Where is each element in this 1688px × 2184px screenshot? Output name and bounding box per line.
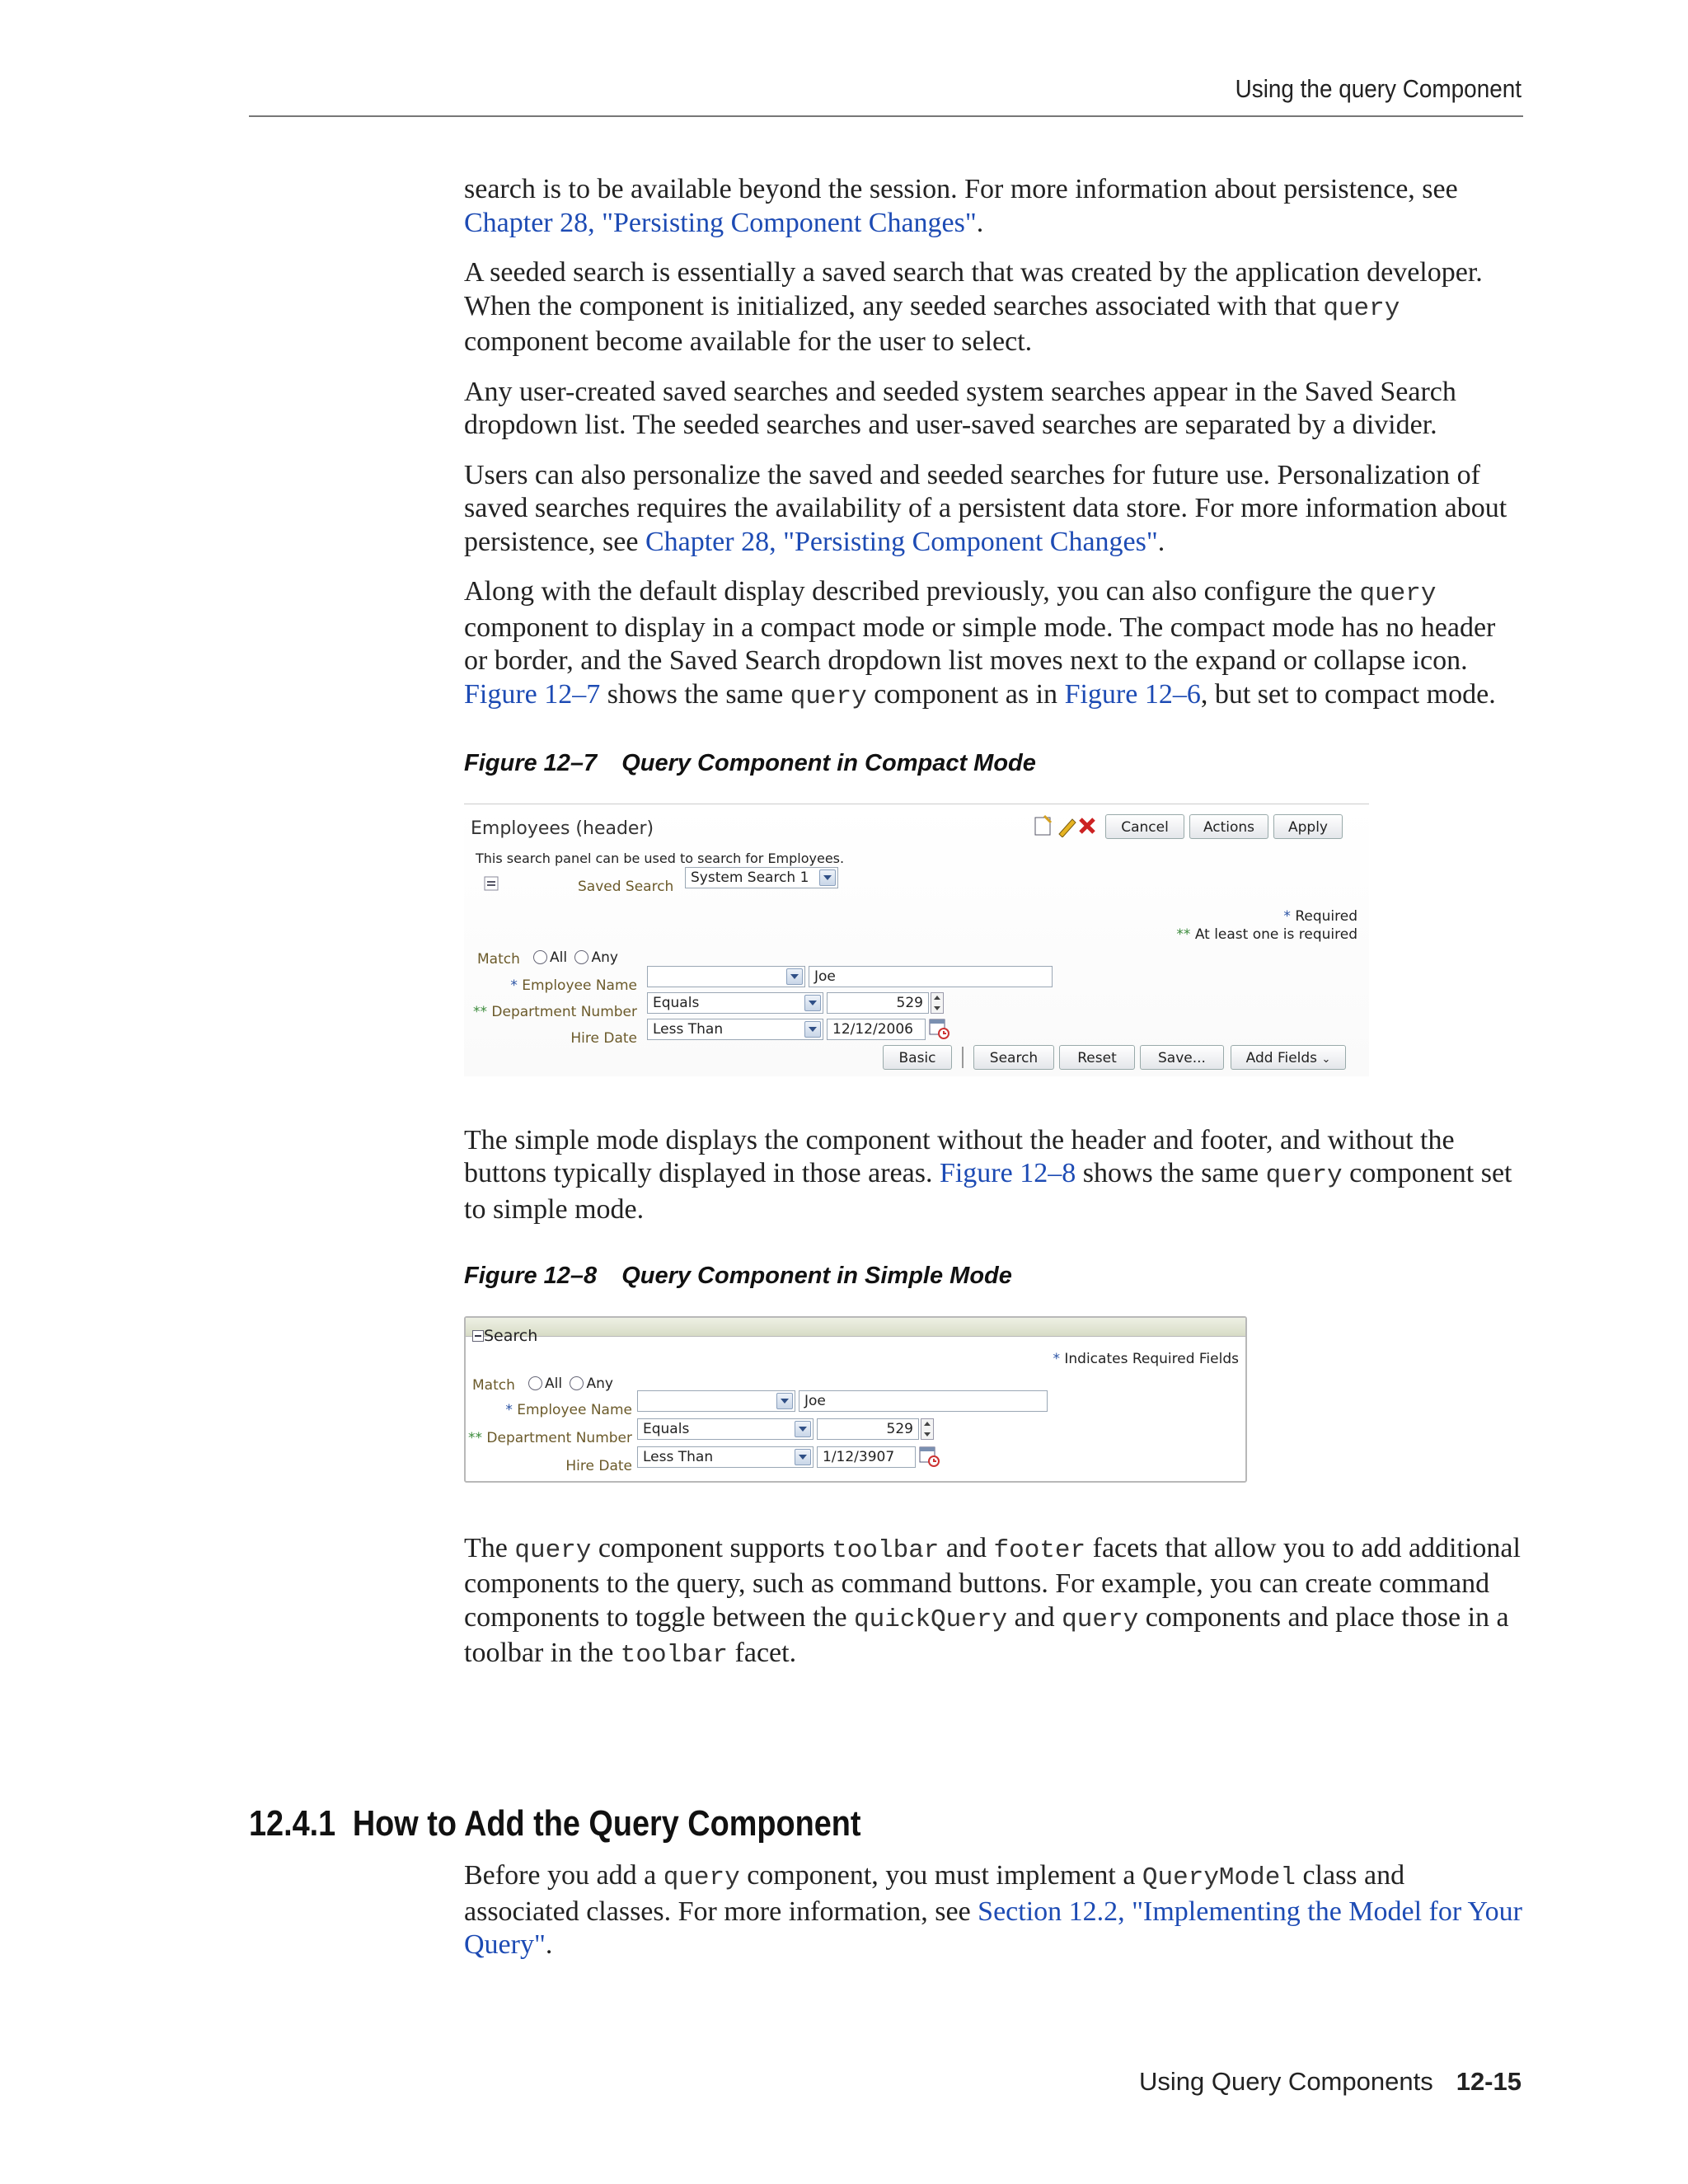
figure-12-7-caption: [464, 747, 1523, 780]
text: A seeded search is essentially a saved search that was created by the application developer. When the component is initialized, any seeded searches associated with that: [464, 257, 1483, 321]
operator-value: Equals: [653, 994, 700, 1011]
saved-search-select[interactable]: [685, 867, 838, 888]
code: query: [790, 682, 867, 711]
employee-name-label: * Employee Name: [505, 1401, 632, 1418]
paragraph: [464, 1124, 1523, 1227]
toolbar-icons: [1033, 814, 1099, 851]
department-number-input[interactable]: 529: [817, 1418, 919, 1440]
panel-description: This search panel can be used to search for Employees.: [476, 850, 845, 866]
panel-header-title: Employees (header): [471, 818, 654, 839]
at-least-one-legend: ** At least one is required: [1176, 926, 1357, 943]
section-number: 12.4.1: [249, 1803, 336, 1844]
text: and: [939, 1532, 994, 1563]
figure-12-8-screenshot: [464, 1316, 1247, 1483]
number-spinner[interactable]: [931, 992, 944, 1014]
match-any-radio[interactable]: [574, 950, 588, 964]
add-fields-label: Add Fields: [1245, 1049, 1318, 1066]
text: search is to be available beyond the session. For more information about persistence, see: [464, 174, 1458, 204]
label-text: Department Number: [486, 1429, 632, 1446]
code: footer: [993, 1535, 1086, 1565]
paragraph: [464, 173, 1523, 240]
figure-number: Figure 12–7: [464, 750, 598, 776]
calendar-icon[interactable]: [919, 1445, 940, 1481]
header-rule: [249, 115, 1523, 117]
chapter-28-link[interactable]: Chapter 28, "Persisting Component Changes": [464, 207, 977, 238]
section-body: [464, 1859, 1523, 1962]
text: The: [464, 1532, 515, 1563]
match-all-label: All: [545, 1375, 563, 1392]
text: .: [976, 207, 984, 238]
section-title: How to Add the Query Component: [352, 1803, 861, 1844]
text: shows the same: [600, 678, 790, 710]
chevron-down-icon: [786, 968, 803, 985]
text: and: [1007, 1601, 1062, 1633]
employee-name-label: * Employee Name: [510, 977, 637, 994]
employee-name-operator-select[interactable]: [647, 966, 805, 987]
apply-button[interactable]: Apply: [1273, 814, 1343, 839]
actions-button[interactable]: Actions: [1189, 814, 1268, 839]
operator-value: Less Than: [643, 1448, 714, 1465]
figure-12-7-link[interactable]: Figure 12–7: [464, 678, 601, 710]
delete-x-icon[interactable]: [1081, 819, 1094, 832]
code: toolbar: [620, 1641, 729, 1670]
figure-12-8-link[interactable]: Figure 12–8: [939, 1158, 1076, 1188]
match-any-label: Any: [591, 949, 618, 966]
operator-value: Less Than: [653, 1020, 724, 1038]
text: facet.: [728, 1638, 797, 1668]
hire-date-input[interactable]: 1/12/3907: [817, 1446, 916, 1468]
page-footer: [1139, 2067, 1522, 2097]
chevron-down-icon: [819, 869, 836, 886]
hire-date-operator-select[interactable]: [637, 1446, 814, 1468]
text: components and place those in a toolbar in the: [464, 1601, 1509, 1668]
department-operator-select[interactable]: [647, 992, 823, 1014]
saved-search-value: System Search 1: [691, 869, 809, 886]
figure-12-6-link[interactable]: Figure 12–6: [1064, 678, 1201, 710]
chevron-down-icon: [804, 995, 821, 1011]
hire-date-input[interactable]: 12/12/2006: [827, 1019, 926, 1040]
department-number-input[interactable]: 529: [827, 992, 929, 1014]
chevron-down-icon: ⌄: [1321, 1052, 1331, 1066]
code: query: [514, 1535, 592, 1565]
code: query: [1359, 579, 1437, 608]
label-text: Employee Name: [517, 1401, 632, 1418]
running-header: Using the query Component: [1235, 74, 1522, 103]
text: facets that allow you to add additional components to the query, such as command buttons. For example, you can create command components to toggle between the: [464, 1532, 1521, 1633]
match-all-label: All: [550, 949, 568, 966]
paragraph: Any user-created saved searches and seeded system searches appear in the Saved Search dropdown list. The seeded searches and user-saved searches are separated by a divider.: [464, 376, 1456, 440]
search-button[interactable]: Search: [973, 1045, 1054, 1070]
required-note: Required: [1295, 907, 1357, 925]
toolbar-icon-group: [1033, 814, 1099, 837]
body-text: [464, 173, 1523, 1690]
edit-pencil-icon[interactable]: [1059, 819, 1076, 837]
saved-search-label: Saved Search: [578, 878, 674, 895]
code: query: [1323, 293, 1400, 323]
match-all-radio[interactable]: [528, 1376, 542, 1390]
section-12-2-link[interactable]: Section 12.2, "Implementing the Model for Your Query": [464, 1896, 1522, 1960]
text: component as in: [866, 678, 1065, 710]
page-number: 12-15: [1456, 2067, 1522, 2096]
collapse-icon[interactable]: [484, 870, 499, 904]
panel-title-group: [472, 1319, 537, 1353]
chevron-down-icon: [795, 1421, 811, 1437]
text: shows the same: [1076, 1158, 1266, 1188]
department-operator-select[interactable]: [637, 1418, 814, 1440]
text: component supports: [591, 1532, 832, 1563]
required-note: Indicates Required Fields: [1064, 1350, 1239, 1367]
text: component to display in a compact mode or simple mode. The compact mode has no header or border, and the Saved Search dropdown list moves next to the expand or collapse icon.: [464, 612, 1496, 676]
label-text: Department Number: [491, 1003, 637, 1020]
match-any-label: Any: [586, 1375, 613, 1392]
department-number-label: ** Department Number: [468, 1429, 632, 1446]
cancel-button[interactable]: Cancel: [1105, 814, 1184, 839]
at-least-one-note: At least one is required: [1194, 926, 1357, 943]
paragraph: [464, 1859, 1523, 1962]
basic-button[interactable]: Basic: [883, 1045, 952, 1070]
chevron-down-icon: [795, 1449, 811, 1465]
hire-date-label: Hire Date: [565, 1457, 632, 1474]
text: The simple mode displays the component without the header and footer, and without the buttons typically displayed in those areas.: [464, 1124, 1455, 1188]
employee-name-input[interactable]: Joe: [799, 1390, 1048, 1412]
required-legend: * Required: [1283, 907, 1357, 925]
department-number-label: ** Department Number: [473, 1003, 637, 1020]
text: Along with the default display described previously, you can also configure the: [464, 576, 1360, 607]
paragraph: [464, 1532, 1523, 1673]
employee-name-input[interactable]: Joe: [809, 966, 1053, 987]
paragraph: [464, 256, 1523, 359]
figure-title: Query Component in Compact Mode: [621, 750, 1036, 776]
match-all-radio[interactable]: [533, 950, 547, 964]
text: Before you add a: [464, 1860, 663, 1891]
code: query: [1062, 1605, 1139, 1634]
employee-name-operator-select[interactable]: [637, 1390, 795, 1412]
footer-chapter: Using Query Components: [1139, 2067, 1433, 2096]
add-fields-button[interactable]: [1231, 1045, 1346, 1070]
hire-date-label: Hire Date: [570, 1029, 637, 1047]
code: query: [1265, 1161, 1343, 1190]
figure-title: Query Component in Simple Mode: [621, 1263, 1012, 1289]
text: class and associated classes. For more information, see: [464, 1860, 1405, 1927]
figure-12-8-caption: [464, 1259, 1523, 1293]
new-document-icon[interactable]: [1035, 816, 1051, 835]
chapter-28-link[interactable]: Chapter 28, "Persisting Component Changes": [645, 526, 1158, 557]
label-text: Employee Name: [522, 977, 637, 994]
paragraph: [464, 575, 1523, 714]
match-any-radio[interactable]: [570, 1376, 584, 1390]
panel-title: Search: [484, 1326, 538, 1345]
match-label: Match: [472, 1376, 515, 1394]
match-label: Match: [477, 950, 520, 968]
figure-12-7-screenshot: [464, 804, 1369, 1076]
code: toolbar: [832, 1535, 940, 1565]
text: , but set to compact mode.: [1200, 678, 1496, 710]
save-button[interactable]: Save...: [1140, 1045, 1224, 1070]
hire-date-operator-select[interactable]: [647, 1019, 823, 1040]
collapse-icon[interactable]: [472, 1330, 484, 1342]
text: .: [545, 1929, 553, 1960]
paragraph: [464, 459, 1523, 560]
text: component become available for the user to select.: [464, 326, 1033, 357]
reset-button[interactable]: Reset: [1059, 1045, 1135, 1070]
figure-number: Figure 12–8: [464, 1263, 598, 1289]
required-legend: * Indicates Required Fields: [1053, 1350, 1239, 1367]
text: Users can also personalize the saved and seeded searches for future use. Personalization of saved searches requires the availability of a persistent data store. For more information about persistence, see: [464, 459, 1507, 557]
code: query: [663, 1863, 740, 1892]
code: QueryModel: [1142, 1863, 1296, 1892]
chevron-down-icon: [776, 1393, 793, 1409]
code: quickQuery: [854, 1605, 1008, 1634]
number-spinner[interactable]: [921, 1418, 934, 1440]
text: component, you must implement a: [739, 1860, 1142, 1891]
text: component set to simple mode.: [464, 1158, 1512, 1225]
button-divider: [962, 1047, 964, 1068]
operator-value: Equals: [643, 1420, 690, 1437]
section-heading: [249, 1803, 860, 1844]
chevron-down-icon: [804, 1021, 821, 1038]
panel-header-bar: [466, 1318, 1245, 1337]
text: .: [1157, 526, 1165, 557]
